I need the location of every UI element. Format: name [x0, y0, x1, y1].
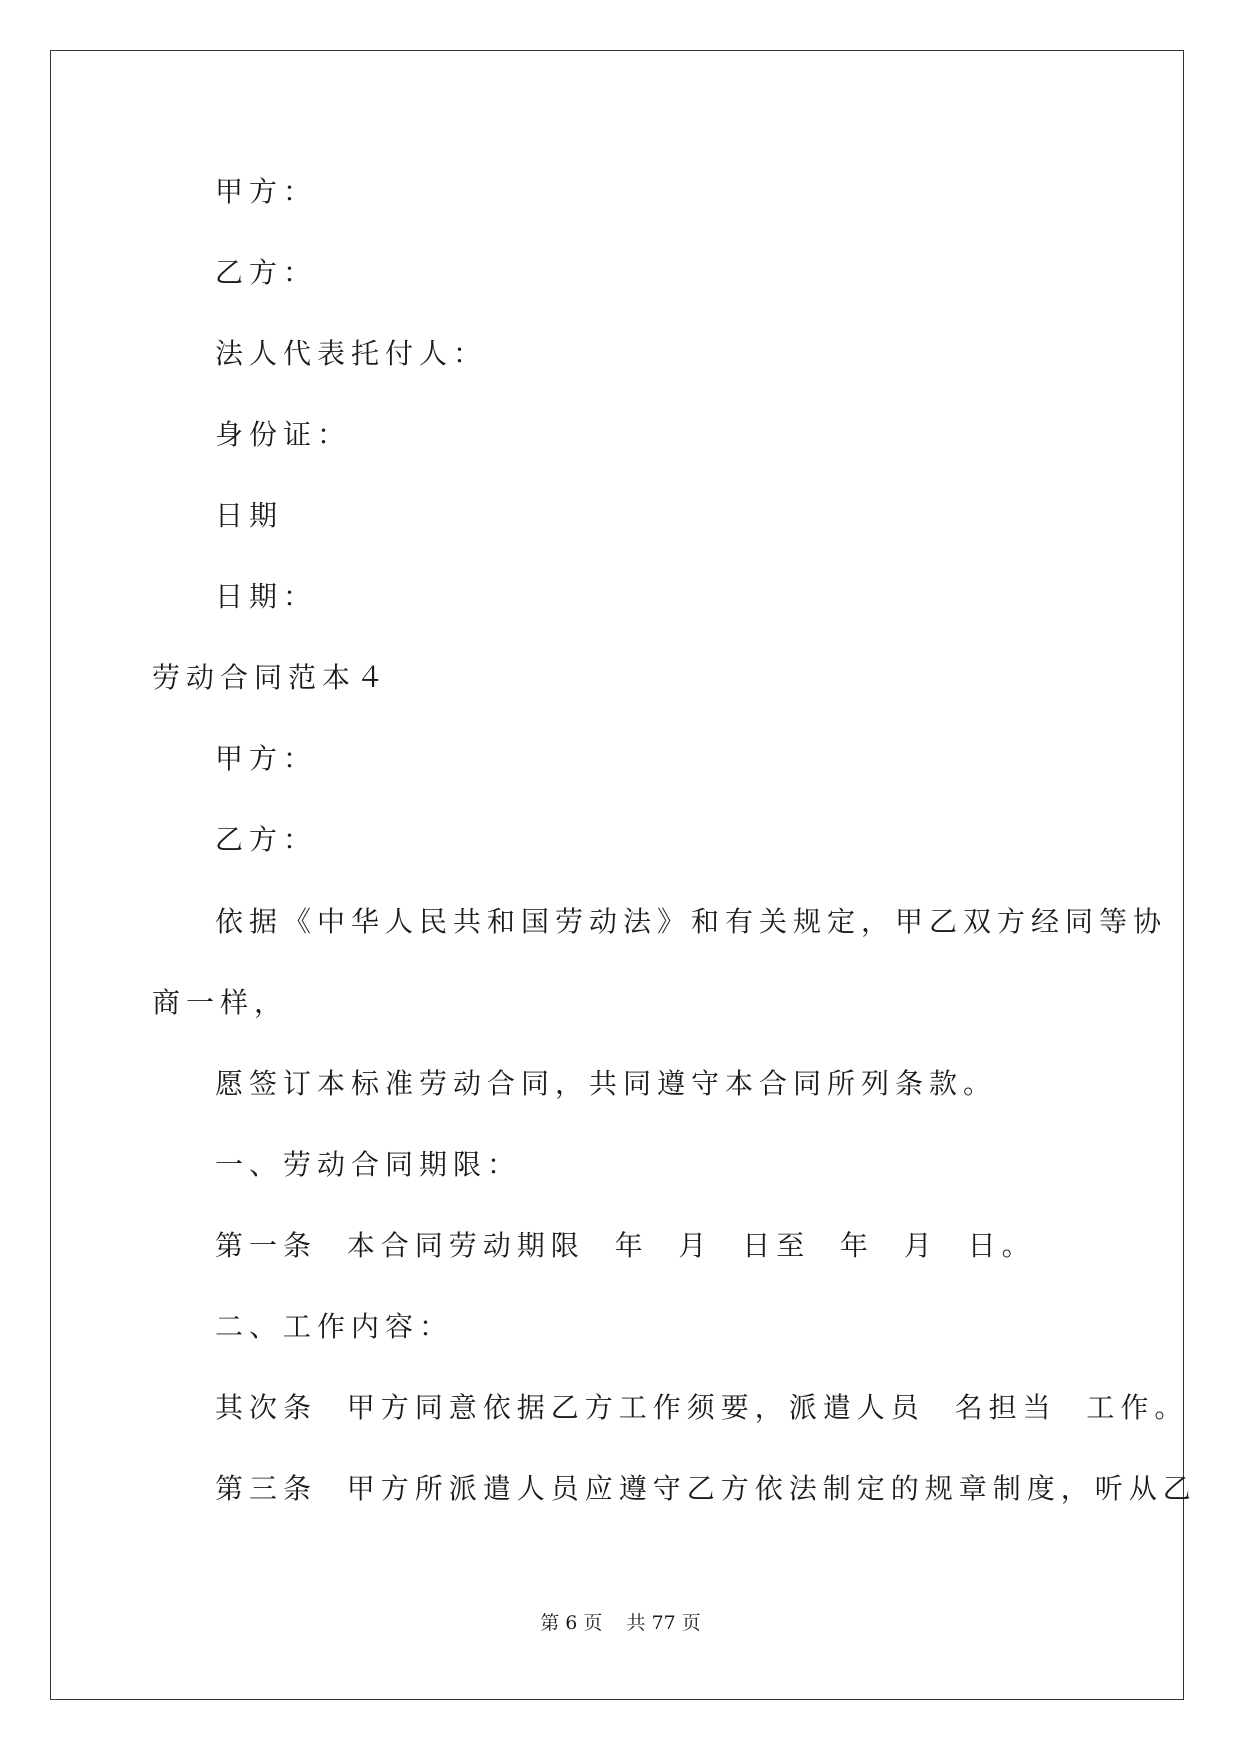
party-b-label: 乙方： — [215, 256, 318, 289]
paragraph-line: 依据《中华人民共和国劳动法》和有关规定，甲乙双方经同等协 — [215, 905, 1168, 938]
clause-heading: 二、工作内容： — [215, 1310, 454, 1343]
page-border — [50, 50, 1184, 1700]
page-footer: 第 6 页 共 77 页 — [540, 1612, 701, 1634]
clause-line: 第一条 本合同劳动期限 年 月 日至 年 月 日。 — [215, 1229, 1036, 1262]
date-colon-label: 日期： — [215, 580, 318, 613]
clause-line: 其次条 甲方同意依据乙方工作须要，派遣人员 名担当 工作。 — [215, 1391, 1189, 1424]
paragraph-line: 愿签订本标准劳动合同，共同遵守本合同所列条款。 — [215, 1067, 998, 1100]
section-heading: 劳动合同范本４ — [152, 661, 391, 694]
date-label: 日期 — [215, 499, 284, 532]
party-b-label-2: 乙方： — [215, 823, 318, 856]
clause-line: 第三条 甲方所派遣人员应遵守乙方依法制定的规章制度，听从乙 — [215, 1472, 1197, 1505]
clause-heading: 一、劳动合同期限： — [215, 1148, 522, 1181]
party-a-label: 甲方： — [215, 175, 318, 208]
id-card-label: 身份证： — [215, 418, 352, 451]
party-a-label-2: 甲方： — [215, 742, 318, 775]
paragraph-line: 商一样， — [152, 986, 289, 1019]
legal-representative-label: 法人代表托付人： — [215, 337, 488, 370]
